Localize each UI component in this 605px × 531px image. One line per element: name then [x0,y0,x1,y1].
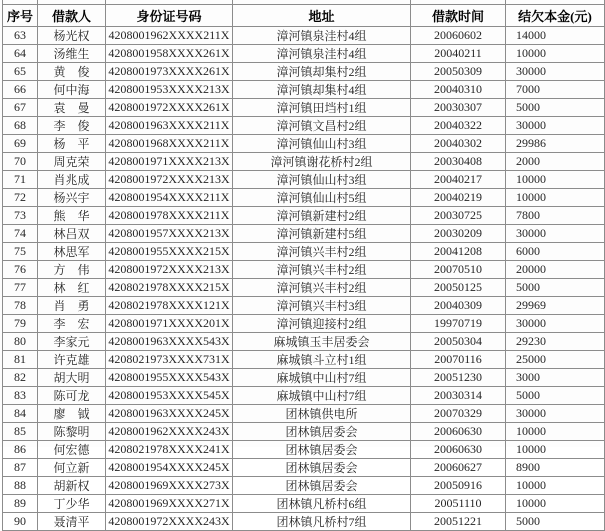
table-row [3,369,605,387]
no-cell: 74 [3,225,38,243]
no-cell: 89 [3,495,38,513]
amount-cell: 29969 [506,297,605,315]
addr-cell: 麻城镇中山村7组 [233,369,411,387]
column-header-addr: 地址 [233,5,411,27]
table-row [3,45,605,63]
id-cell: 4208001968XXXX211X [106,135,233,153]
date-cell: 20030307 [411,99,506,117]
date-cell: 20051221 [411,513,506,531]
amount-cell: 7800 [506,207,605,225]
date-cell: 20050916 [411,477,506,495]
date-cell: 20040219 [411,189,506,207]
name-cell: 黄 俊 [38,63,106,81]
column-header-amount: 结欠本金(元) [506,5,605,27]
table-row [3,261,605,279]
id-cell: 4208001962XXXX243X [106,423,233,441]
no-cell: 70 [3,153,38,171]
amount-cell: 10000 [506,477,605,495]
table-header [3,0,605,27]
amount-cell: 30000 [506,117,605,135]
no-cell: 68 [3,117,38,135]
table-row [3,477,605,495]
addr-cell: 漳河镇谢花桥村2组 [233,153,411,171]
name-cell: 汤维生 [38,45,106,63]
date-cell: 20030725 [411,207,506,225]
no-cell: 63 [3,27,38,45]
addr-cell: 漳河镇仙山村5组 [233,189,411,207]
addr-cell: 漳河镇迎接村2组 [233,315,411,333]
date-cell: 20030314 [411,387,506,405]
addr-cell: 麻城镇玉丰居委会 [233,333,411,351]
no-cell: 80 [3,333,38,351]
name-cell: 胡新权 [38,477,106,495]
table-row [3,297,605,315]
addr-cell: 团林镇凡桥村6组 [233,495,411,513]
name-cell: 何立新 [38,459,106,477]
no-cell: 77 [3,279,38,297]
table-row [3,207,605,225]
date-cell: 20030209 [411,225,506,243]
table-row [3,387,605,405]
no-cell: 75 [3,243,38,261]
amount-cell: 5000 [506,279,605,297]
addr-cell: 漳河镇泉洼村4组 [233,27,411,45]
table-row [3,333,605,351]
name-cell: 方 伟 [38,261,106,279]
name-cell: 周克荣 [38,153,106,171]
id-cell: 4208001955XXXX215X [106,243,233,261]
date-cell: 20030408 [411,153,506,171]
no-cell: 64 [3,45,38,63]
id-cell: 4208001972XXXX261X [106,99,233,117]
id-cell: 4208021973XXXX731X [106,351,233,369]
addr-cell: 团林镇居委会 [233,477,411,495]
id-cell: 4208001971XXXX213X [106,153,233,171]
id-cell: 4208001953XXXX213X [106,81,233,99]
date-cell: 20040322 [411,117,506,135]
addr-cell: 漳河镇新建村2组 [233,207,411,225]
id-cell: 4208001962XXXX211X [106,27,233,45]
date-cell: 20050125 [411,279,506,297]
amount-cell: 5000 [506,513,605,531]
amount-cell: 10000 [506,495,605,513]
table-row [3,135,605,153]
no-cell: 87 [3,459,38,477]
id-cell: 4208021978XXXX241X [106,441,233,459]
no-cell: 90 [3,513,38,531]
id-cell: 4208001963XXXX211X [106,117,233,135]
addr-cell: 漳河镇仙山村3组 [233,171,411,189]
name-cell: 陈可龙 [38,387,106,405]
table-row [3,189,605,207]
name-cell: 聂清平 [38,513,106,531]
id-cell: 4208001972XXXX243X [106,513,233,531]
id-cell: 4208001972XXXX213X [106,171,233,189]
table-row [3,99,605,117]
amount-cell: 20000 [506,261,605,279]
date-cell: 20051110 [411,495,506,513]
name-cell: 杨 平 [38,135,106,153]
amount-cell: 30000 [506,405,605,423]
id-cell: 4208001972XXXX213X [106,261,233,279]
table-row [3,243,605,261]
no-cell: 86 [3,441,38,459]
name-cell: 杨光权 [38,27,106,45]
date-cell: 20040217 [411,171,506,189]
addr-cell: 漳河镇仙山村3组 [233,135,411,153]
amount-cell: 14000 [506,27,605,45]
table-row [3,441,605,459]
name-cell: 胡大明 [38,369,106,387]
amount-cell: 29986 [506,135,605,153]
addr-cell: 麻城镇中山村7组 [233,387,411,405]
amount-cell: 7000 [506,81,605,99]
amount-cell: 30000 [506,225,605,243]
no-cell: 78 [3,297,38,315]
name-cell: 杨兴宇 [38,189,106,207]
date-cell: 19970719 [411,315,506,333]
no-cell: 85 [3,423,38,441]
table-row [3,81,605,99]
table-row [3,225,605,243]
amount-cell: 10000 [506,441,605,459]
addr-cell: 漳河镇泉洼村4组 [233,45,411,63]
no-cell: 88 [3,477,38,495]
id-cell: 4208001963XXXX543X [106,333,233,351]
name-cell: 袁 曼 [38,99,106,117]
addr-cell: 麻城镇斗立村1组 [233,351,411,369]
amount-cell: 10000 [506,423,605,441]
date-cell: 20060627 [411,459,506,477]
date-cell: 20050309 [411,63,506,81]
date-cell: 20040302 [411,135,506,153]
addr-cell: 漳河镇却集村2组 [233,63,411,81]
no-cell: 79 [3,315,38,333]
no-cell: 72 [3,189,38,207]
addr-cell: 团林镇居委会 [233,423,411,441]
date-cell: 20041208 [411,243,506,261]
table-row [3,405,605,423]
no-cell: 69 [3,135,38,153]
addr-cell: 团林镇居委会 [233,441,411,459]
id-cell: 4208001969XXXX273X [106,477,233,495]
column-header-name: 借款人 [38,5,106,27]
amount-cell: 8900 [506,459,605,477]
table-row [3,495,605,513]
table-row [3,27,605,45]
name-cell: 林 红 [38,279,106,297]
addr-cell: 漳河镇兴丰村3组 [233,297,411,315]
name-cell: 廖 钺 [38,405,106,423]
addr-cell: 团林镇供电所 [233,405,411,423]
name-cell: 李 宏 [38,315,106,333]
name-cell: 李 俊 [38,117,106,135]
name-cell: 陈黎明 [38,423,106,441]
no-cell: 81 [3,351,38,369]
amount-cell: 5000 [506,99,605,117]
no-cell: 83 [3,387,38,405]
table-row [3,423,605,441]
loan-debtors-table [2,0,605,531]
addr-cell: 漳河镇兴丰村2组 [233,243,411,261]
table-row [3,513,605,531]
amount-cell: 30000 [506,63,605,81]
no-cell: 65 [3,63,38,81]
table-row [3,459,605,477]
id-cell: 4208021978XXXX215X [106,279,233,297]
amount-cell: 5000 [506,387,605,405]
no-cell: 66 [3,81,38,99]
date-cell: 20070116 [411,351,506,369]
table-row [3,351,605,369]
name-cell: 何中海 [38,81,106,99]
table-row [3,117,605,135]
amount-cell: 10000 [506,171,605,189]
addr-cell: 漳河镇新建村5组 [233,225,411,243]
id-cell: 4208001957XXXX213X [106,225,233,243]
name-cell: 李家元 [38,333,106,351]
addr-cell: 漳河镇兴丰村2组 [233,279,411,297]
date-cell: 20040211 [411,45,506,63]
amount-cell: 2000 [506,153,605,171]
addr-cell: 漳河镇田垱村1组 [233,99,411,117]
id-cell: 4208001978XXXX211X [106,207,233,225]
name-cell: 林吕双 [38,225,106,243]
table-row [3,171,605,189]
date-cell: 20051230 [411,369,506,387]
id-cell: 4208001963XXXX245X [106,405,233,423]
table-row [3,63,605,81]
table-body [3,27,605,531]
addr-cell: 漳河镇兴丰村2组 [233,261,411,279]
id-cell: 4208001954XXXX211X [106,189,233,207]
addr-cell: 团林镇凡桥村7组 [233,513,411,531]
id-cell: 4208001955XXXX543X [106,369,233,387]
amount-cell: 25000 [506,351,605,369]
id-cell: 4208001954XXXX245X [106,459,233,477]
date-cell: 20050304 [411,333,506,351]
amount-cell: 10000 [506,45,605,63]
id-cell: 4208001958XXXX261X [106,45,233,63]
name-cell: 丁少华 [38,495,106,513]
id-cell: 4208021978XXXX121X [106,297,233,315]
id-cell: 4208001969XXXX271X [106,495,233,513]
table-header-row [3,5,605,27]
name-cell: 肖兆成 [38,171,106,189]
date-cell: 20070510 [411,261,506,279]
no-cell: 71 [3,171,38,189]
date-cell: 20060630 [411,441,506,459]
name-cell: 何宏德 [38,441,106,459]
no-cell: 84 [3,405,38,423]
table-row [3,153,605,171]
addr-cell: 团林镇居委会 [233,459,411,477]
name-cell: 许克雄 [38,351,106,369]
name-cell: 肖 勇 [38,297,106,315]
date-cell: 20060630 [411,423,506,441]
date-cell: 20070329 [411,405,506,423]
amount-cell: 3000 [506,369,605,387]
column-header-id: 身份证号码 [106,5,233,27]
no-cell: 67 [3,99,38,117]
id-cell: 4208001973XXXX261X [106,63,233,81]
id-cell: 4208001971XXXX201X [106,315,233,333]
addr-cell: 漳河镇却集村4组 [233,81,411,99]
column-header-no: 序号 [3,5,38,27]
table-row [3,315,605,333]
name-cell: 林思军 [38,243,106,261]
amount-cell: 10000 [506,189,605,207]
amount-cell: 29230 [506,333,605,351]
no-cell: 76 [3,261,38,279]
id-cell: 4208001953XXXX545X [106,387,233,405]
no-cell: 73 [3,207,38,225]
no-cell: 82 [3,369,38,387]
name-cell: 熊 华 [38,207,106,225]
amount-cell: 30000 [506,315,605,333]
table-row [3,279,605,297]
date-cell: 20060602 [411,27,506,45]
column-header-date: 借款时间 [411,5,506,27]
addr-cell: 漳河镇文昌村2组 [233,117,411,135]
date-cell: 20040310 [411,81,506,99]
date-cell: 20040309 [411,297,506,315]
amount-cell: 6000 [506,243,605,261]
